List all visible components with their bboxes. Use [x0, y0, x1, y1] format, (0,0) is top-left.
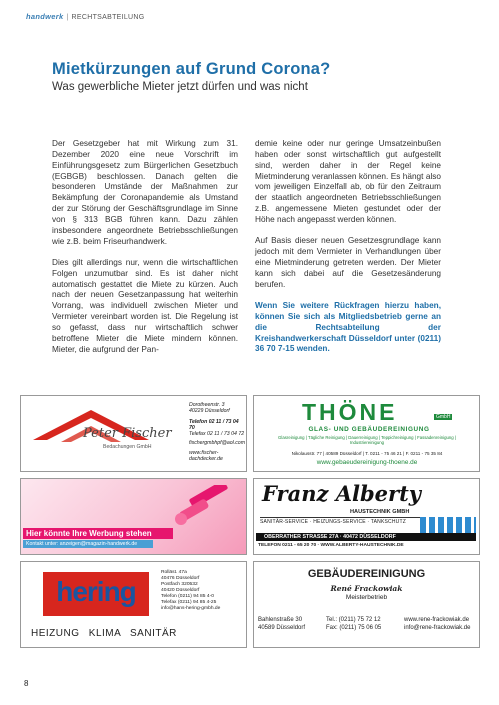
contact-highlight: Wenn Sie weitere Rückfragen hierzu haben, können Sie sich als Mitgliedsbetrieb gerne an die Rechtsabteilung der Kreishandwerkerschaft Düsseldorf unter (0211) 36 70 7-15 wenden. [255, 300, 441, 354]
thoene-subtitle: GLAS- UND GEBÄUDEREINIGUNG [308, 426, 430, 433]
fischer-address: Dorotheenstr. 3 40229 Düsseldorf Telefon 02 11 / 73 04 70 Telefax 02 11 / 73 04 72 fischergmbhpf@aol.com www.fischer-dachdecker.de [189, 402, 246, 463]
brush-icon [159, 485, 239, 531]
frackowiak-name: René Frackowiak [330, 584, 403, 593]
running-header [26, 12, 145, 21]
article-left-column [52, 139, 238, 366]
fischer-name: Peter Fischer [83, 426, 172, 441]
hering-contact: Rolläst. 47a 40476 Düsseldorf Postfach 320532 40420 Düsseldorf Telefon (0211) 94 85 4-0 Telefax (0211) 94 85 4-25 info@hans-hering-gmbh.de [161, 570, 221, 611]
article-title: Mietkürzungen auf Grund Corona? [52, 60, 331, 78]
frackowiak-title: GEBÄUDEREINIGUNG [307, 568, 426, 580]
header-separator: | [66, 14, 69, 21]
alberty-name: Franz Alberty [262, 481, 421, 506]
placeholder-contact[interactable]: Kontakt unter: anzeigen@magazin-handwerk.de [26, 541, 138, 547]
stripe-decoration [420, 517, 476, 533]
frackowiak-web: www.rene-frackowiak.de info@rene-frackowiak.de [404, 617, 471, 631]
ad-placeholder[interactable] [20, 478, 247, 555]
section-name: RECHTSABTEILUNG [71, 14, 145, 21]
ad-alberty[interactable] [253, 478, 480, 555]
article-paragraph: demie keine oder nur geringe Umsatzeinbußen haben oder sonst wirtschaftlich gut aufgestellt sind, werden daher in der Regel keine Mietminderung veranlassen können. Es hängt also vom jeweiligen Einzelfall ab, ob für den Zeitraum der staatlich angeordneten Betriebsschließungen z.B. angemessene Mieten gestundet oder der Höhe nach angepasst werden können. [255, 139, 441, 224]
frackowiak-subtitle: Meisterbetrieb [345, 594, 388, 601]
alberty-address: OBERRATHER STRASSE 27A · 40472 DÜSSELDORF [264, 534, 396, 540]
thoene-address: Nikolausstr. 77 | 40589 Düsseldorf | T. 0211 - 75 46 21 | F. 0211 - 75 35 84 [291, 451, 443, 456]
page-number: 8 [24, 679, 29, 688]
thoene-web: www.gebaeudereinigung-thoene.de [316, 459, 418, 466]
placeholder-headline: Hier könnte Ihre Werbung stehen [26, 529, 152, 538]
thoene-services: Glasreinigung | Tägliche Reinigung | Dauerreinigung | Teppichreinigung | Fassadenreinigung | Industriereinigung [278, 435, 456, 445]
ad-frackowiak[interactable] [253, 561, 480, 648]
article-paragraph: Dies gilt allerdings nur, wenn die wirtschaftlichen Folgen unzumutbar sind. Es ist daher nicht automatisch gestattet die Miete zu kürzen. Auch nach der neuen Gesetzanpassung hat weiterhin Vorrang, was individuell zwischen Mieter und Vermieter vereinbart worden ist. Die Regelung ist so gefasst, dass nur wirtschaftlich schwer betroffene Mieter die Miete mindern können. Mieter, die aufgrund der Pan- [52, 257, 238, 354]
alberty-contact: TELEFON 0211 - 65 20 70 · WWW.ALBERTY-HAUSTECHNIK.DE [258, 543, 404, 548]
hering-logo: hering [56, 576, 136, 607]
fischer-tagline: Bedachungen GmbH [103, 444, 152, 450]
ad-thoene[interactable] [253, 395, 480, 472]
article-right-column [255, 139, 441, 366]
article-paragraph: Auf Basis dieser neuen Gesetzesgrundlage kann jedoch mit dem Vermieter in Verhandlungen über eine Mietminderung getreten werden. Der Mieter kann sich dabei auf die Gesetzesänderung berufen. [255, 236, 441, 289]
ad-hering[interactable] [20, 561, 247, 648]
alberty-services: SANITÄR-SERVICE · HEIZUNGS-SERVICE · TANKSCHUTZ [260, 519, 406, 525]
thoene-name: THÖNE [302, 399, 398, 425]
magazine-brand: handwerk [26, 12, 64, 21]
article-paragraph: Der Gesetzgeber hat mit Wirkung zum 31. Dezember 2020 eine neue Vorschrift im Einführungsgesetz zum Bürgerlichen Gesetzbuch (EGBGB) beschlossen. Danach gelten die besonderen Umstände der Maßnahmen zur Bekämpfung der Coronapandemie als Umstand der zur Störung der Geschäftsgrundlage im Sinne von § 313 BGB führen kann. Dazu zählen insbesondere angeordnete Betriebsschließungen wie z.B. beim Friseurhandwerk. [52, 139, 238, 246]
thoene-gmbh: GmbH [436, 414, 451, 420]
frackowiak-phone: Tel.: (0211) 75 72 12 Fax: (0211) 75 06 05 [326, 617, 382, 631]
alberty-tagline: HAUSTECHNIK GMBH [350, 509, 410, 515]
frackowiak-address: Bahlenstraße 30 40589 Düsseldorf [258, 617, 306, 631]
ad-fischer[interactable] [20, 395, 247, 472]
article-subtitle: Was gewerbliche Mieter jetzt dürfen und was nicht [52, 81, 308, 93]
hering-tagline: HEIZUNG KLIMA SANITÄR [31, 628, 177, 639]
